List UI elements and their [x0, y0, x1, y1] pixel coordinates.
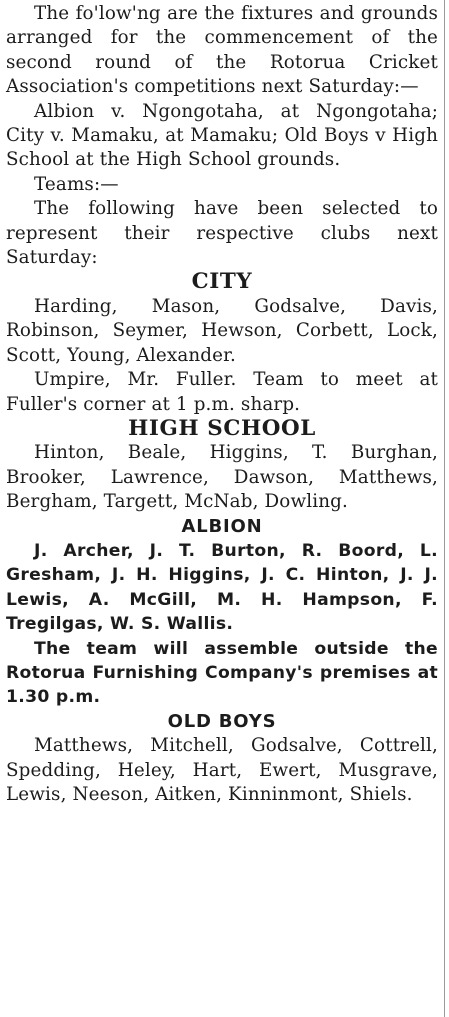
high-school-players: Hinton, Beale, Higgins, T. Burghan, Brooker, Lawrence, Dawson, Matthews, Bergham, Targett, McNab, Dowling.: [6, 442, 438, 513]
high-school-heading: HIGH SCHOOL: [128, 415, 316, 441]
old-boys-players: Matthews, Mitchell, Godsalve, Cottrell, Spedding, Heley, Hart, Ewert, Musgrave, Lewis, Neeson, Aitken, Kinninmont, Shiels.: [6, 735, 438, 805]
albion-note: The team will assemble outside the Rotorua Furnishing Company's premises at 1.30 p.m.: [6, 638, 438, 708]
newspaper-column: [6, 2, 438, 807]
albion-heading: ALBION: [181, 515, 263, 537]
city-note: Umpire, Mr. Fuller. Team to meet at Fuller's corner at 1 p.m. sharp.: [6, 369, 438, 415]
old-boys-heading: OLD BOYS: [167, 710, 277, 732]
intro-paragraph: The fo'low'ng are the fixtures and grounds arranged for the commencement of the second round of the Rotorua Cricket Association's competitions next Saturday:—: [6, 3, 438, 98]
albion-players: J. Archer, J. T. Burton, R. Boord, L. Gresham, J. H. Higgins, J. C. Hinton, J. J. Lewis, A. McGill, M. H. Hampson, F. Tregilgas, W. S. Wallis.: [6, 540, 438, 635]
fixtures-paragraph: Albion v. Ngongotaha, at Ngongotaha; City v. Mamaku, at Mamaku; Old Boys v High School at the High School grounds.: [6, 100, 438, 171]
column-rule: [444, 0, 445, 1017]
city-heading: CITY: [191, 269, 253, 295]
city-players: Harding, Mason, Godsalve, Davis, Robinson, Seymer, Hewson, Corbett, Lock, Scott, Young, Alexander.: [6, 295, 438, 366]
teams-label: Teams:—: [34, 173, 119, 195]
selection-paragraph: The following have been selected to represent their respective clubs next Saturday:: [6, 198, 438, 269]
